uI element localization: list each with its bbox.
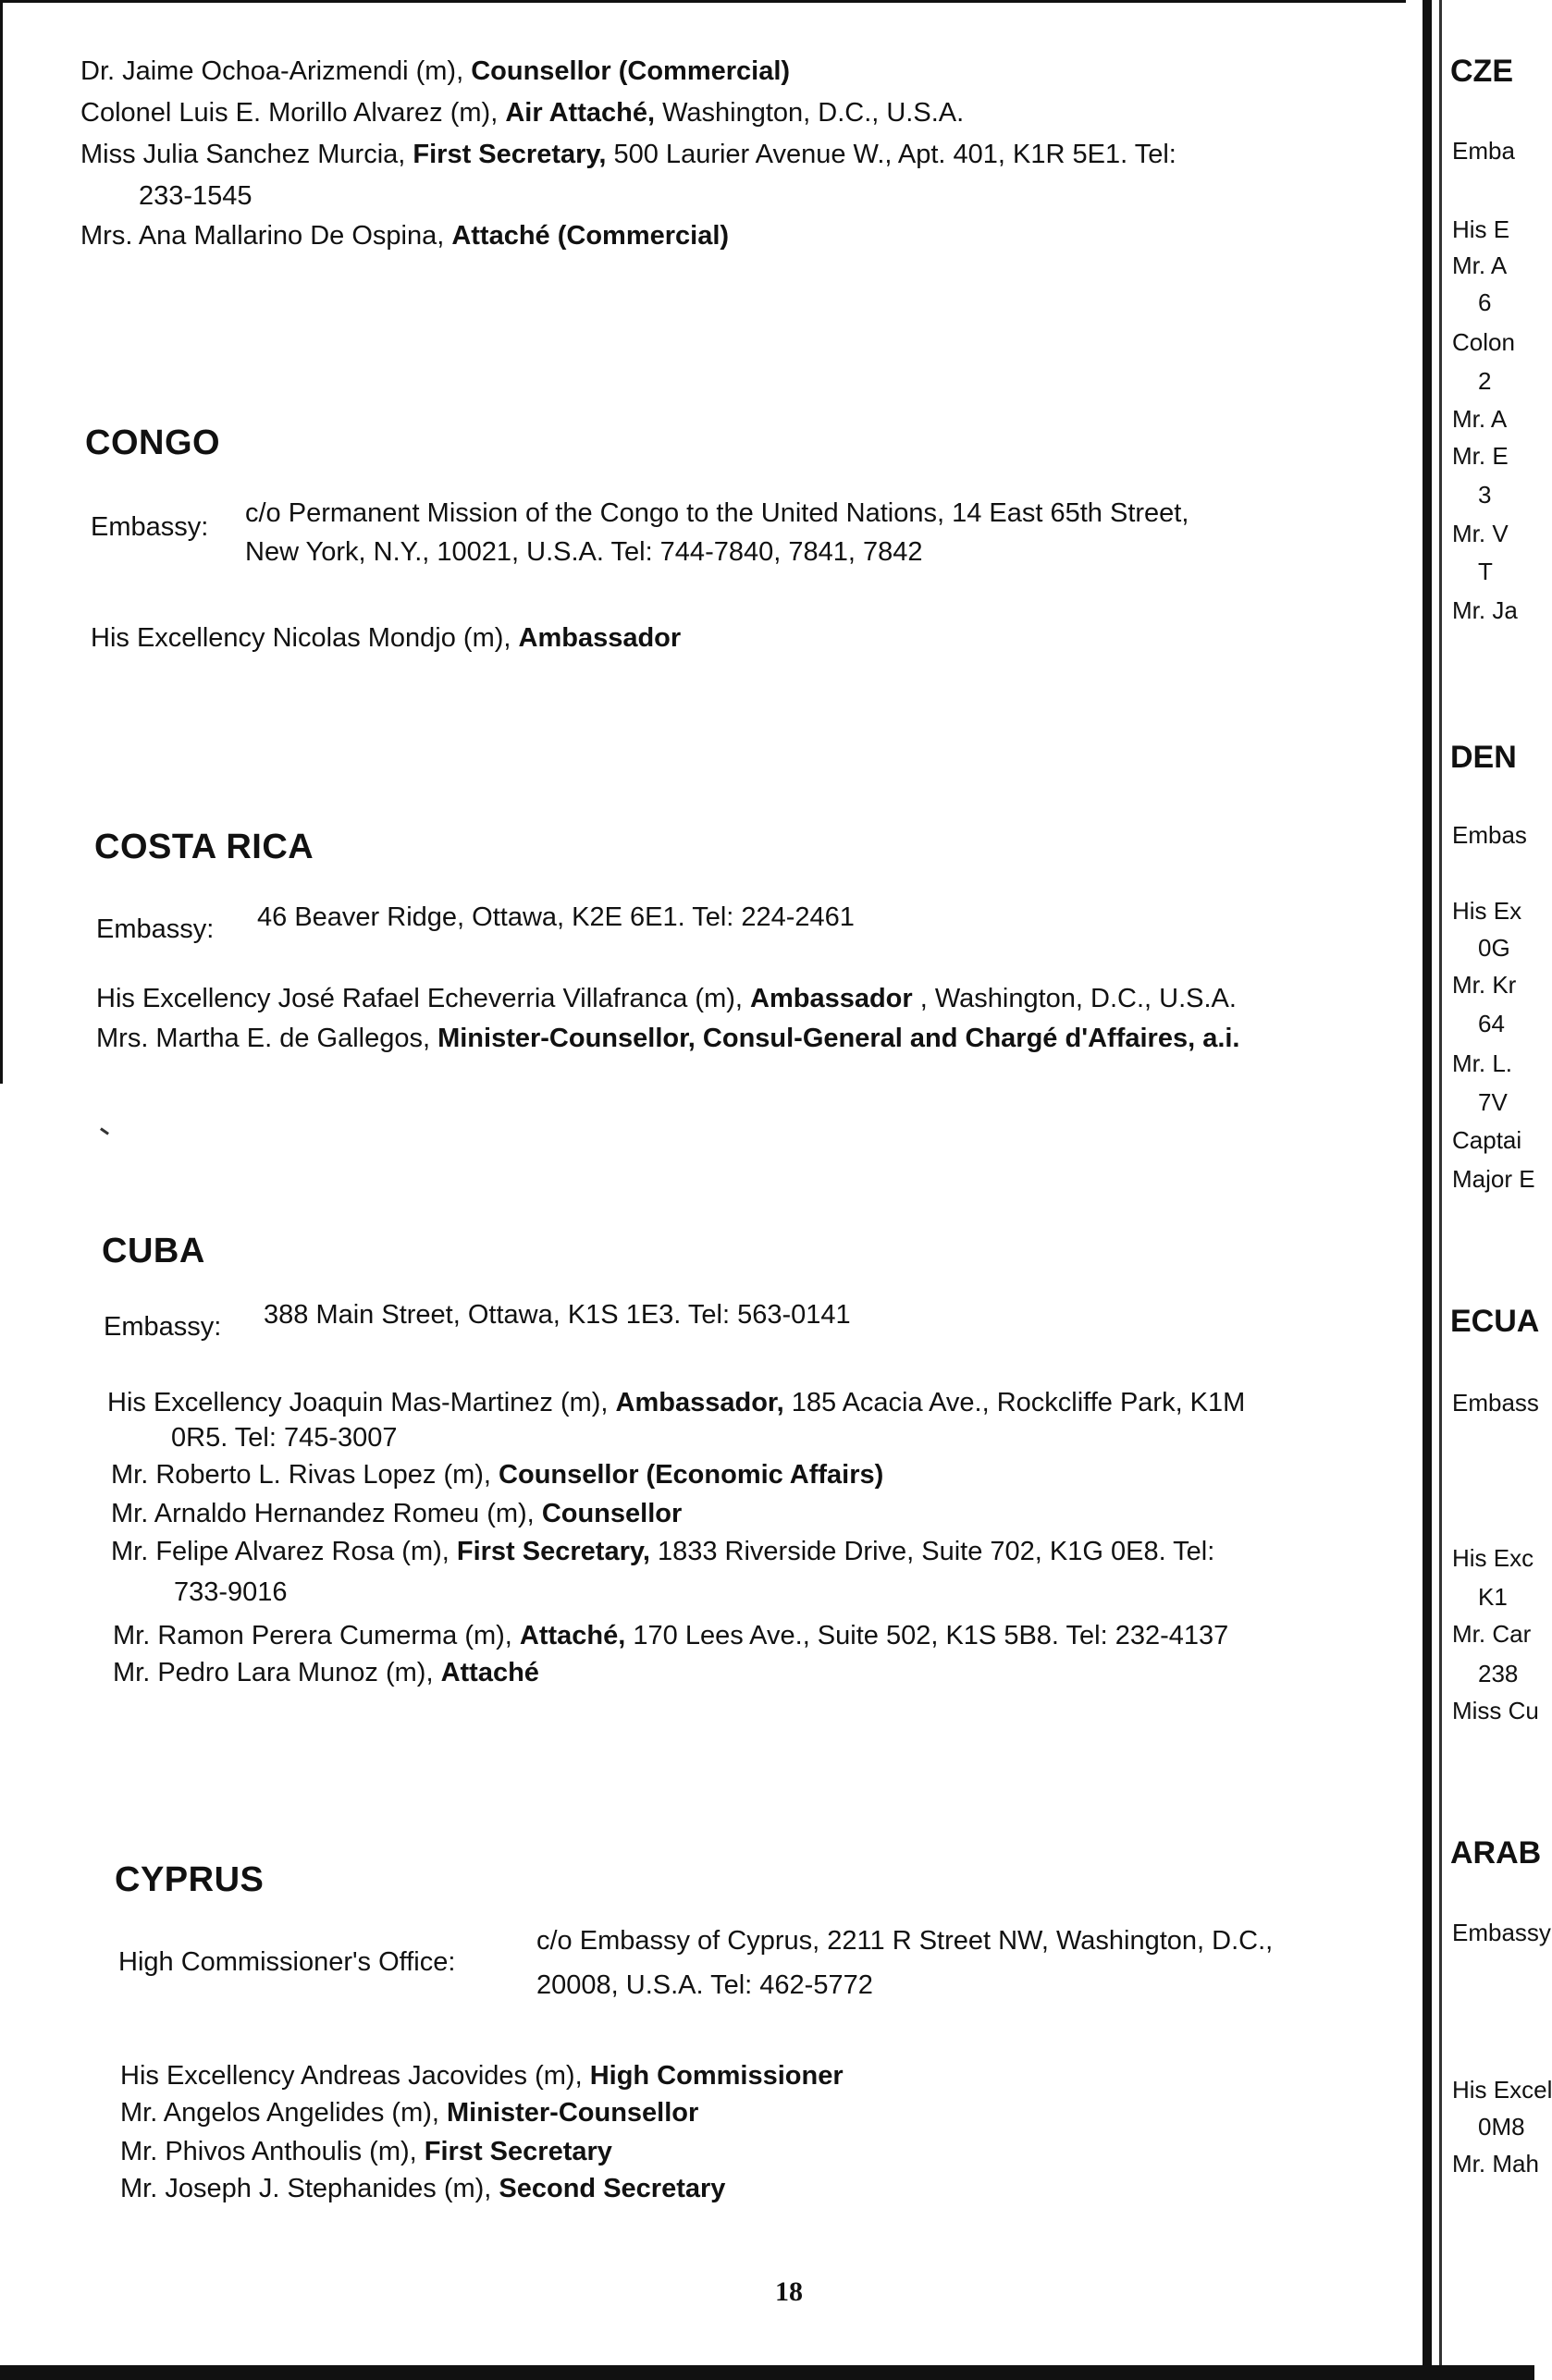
- facing-heading: ARAB: [1450, 1835, 1542, 1871]
- scan-border-top: [0, 0, 1406, 3]
- embassy-address: c/o Permanent Mission of the Congo to the United Nations, 14 East 65th Street,: [245, 498, 1189, 528]
- section-heading: CUBA: [102, 1232, 205, 1270]
- embassy-address: New York, N.Y., 10021, U.S.A. Tel: 744-7840, 7841, 7842: [245, 537, 923, 567]
- entry-line: His Excellency Joaquin Mas-Martinez (m), Ambassador, 185 Acacia Ave., Rockcliffe Park, K1M: [107, 1388, 1246, 1417]
- facing-text: Emba: [1452, 137, 1515, 165]
- facing-text: Mr. Car: [1452, 1620, 1532, 1648]
- entry-line: Mr. Felipe Alvarez Rosa (m), First Secretary, 1833 Riverside Drive, Suite 702, K1G 0E8. Tel:: [111, 1537, 1215, 1566]
- facing-text: Mr. Ja: [1452, 596, 1518, 624]
- embassy-label: Embassy:: [104, 1312, 222, 1342]
- entry-line: Miss Julia Sanchez Murcia, First Secretary, 500 Laurier Avenue W., Apt. 401, K1R 5E1. Tel:: [80, 140, 1176, 169]
- embassy-address: 46 Beaver Ridge, Ottawa, K2E 6E1. Tel: 224-2461: [257, 902, 855, 932]
- entry-line: Mr. Ramon Perera Cumerma (m), Attaché, 170 Lees Ave., Suite 502, K1S 5B8. Tel: 232-4137: [113, 1621, 1229, 1650]
- facing-text: Mr. V: [1452, 520, 1509, 547]
- facing-text: Mr. E: [1452, 442, 1509, 470]
- facing-heading: CZE: [1450, 54, 1513, 89]
- facing-heading: ECUA: [1450, 1304, 1540, 1339]
- facing-text: Mr. L.: [1452, 1049, 1513, 1077]
- entry-line: Mr. Roberto L. Rivas Lopez (m), Counsellor (Economic Affairs): [111, 1460, 884, 1490]
- book-spine-edge: [1439, 0, 1442, 2380]
- entry-line: His Excellency Nicolas Mondjo (m), Ambassador: [91, 623, 682, 653]
- entry-line: His Excellency Andreas Jacovides (m), High Commissioner: [120, 2061, 844, 2091]
- embassy-address: 388 Main Street, Ottawa, K1S 1E3. Tel: 563-0141: [264, 1300, 851, 1330]
- facing-text: 64: [1478, 1010, 1505, 1037]
- facing-text: Mr. Kr: [1452, 971, 1517, 999]
- office-address: c/o Embassy of Cyprus, 2211 R Street NW, Washington, D.C.,: [536, 1926, 1274, 1956]
- entry-line: Mrs. Ana Mallarino De Ospina, Attaché (Commercial): [80, 221, 730, 251]
- facing-text: Embassy: [1452, 1919, 1551, 1946]
- facing-text: K1: [1478, 1583, 1508, 1611]
- facing-text: Mr. A: [1452, 251, 1508, 279]
- facing-text: Captai: [1452, 1126, 1522, 1154]
- facing-text: His Ex: [1452, 897, 1522, 925]
- facing-page-fragment: [1443, 0, 1552, 2380]
- facing-text: Mr. Mah: [1452, 2150, 1539, 2178]
- office-label: High Commissioner's Office:: [118, 1947, 456, 1977]
- facing-text: Mr. A: [1452, 405, 1508, 433]
- entry-line: 233-1545: [139, 181, 253, 211]
- office-address: 20008, U.S.A. Tel: 462-5772: [536, 1970, 873, 2000]
- embassy-label: Embassy:: [91, 512, 209, 542]
- facing-text: Embas: [1452, 821, 1527, 849]
- facing-text: Embass: [1452, 1389, 1539, 1417]
- facing-text: 2: [1478, 367, 1492, 395]
- entry-line: 0R5. Tel: 745-3007: [171, 1423, 398, 1453]
- scan-mark: [100, 1127, 109, 1135]
- facing-heading: DEN: [1450, 740, 1517, 775]
- entry-line: 733-9016: [174, 1577, 288, 1607]
- scan-border-bottom: [0, 2365, 1534, 2380]
- facing-text: His E: [1452, 215, 1510, 243]
- facing-text: His Exc: [1452, 1544, 1534, 1572]
- entry-line: Colonel Luis E. Morillo Alvarez (m), Air Attaché, Washington, D.C., U.S.A.: [80, 98, 965, 128]
- embassy-label: Embassy:: [96, 914, 215, 944]
- page-number: 18: [775, 2276, 803, 2307]
- entry-line: Mr. Joseph J. Stephanides (m), Second Secretary: [120, 2174, 726, 2203]
- entry-line: Dr. Jaime Ochoa-Arizmendi (m), Counsellor (Commercial): [80, 56, 791, 86]
- facing-text: 0G: [1478, 934, 1510, 962]
- book-spine: [1423, 0, 1432, 2380]
- scan-border-left: [0, 0, 3, 1084]
- entry-line: Mr. Angelos Angelides (m), Minister-Counsellor: [120, 2098, 699, 2128]
- section-heading: CONGO: [85, 423, 221, 462]
- entry-line: Mr. Pedro Lara Munoz (m), Attaché: [113, 1658, 539, 1687]
- section-heading: COSTA RICA: [94, 828, 314, 866]
- facing-text: Major E: [1452, 1165, 1535, 1193]
- section-heading: CYPRUS: [115, 1860, 265, 1899]
- facing-text: 6: [1478, 288, 1492, 316]
- facing-text: 3: [1478, 481, 1492, 509]
- entry-line: Mrs. Martha E. de Gallegos, Minister-Counsellor, Consul-General and Chargé d'Affaires, a.i.: [96, 1024, 1240, 1053]
- facing-text: His Excel: [1452, 2076, 1552, 2104]
- facing-text: Miss Cu: [1452, 1697, 1539, 1724]
- facing-text: Colon: [1452, 328, 1515, 356]
- entry-line: Mr. Phivos Anthoulis (m), First Secretary: [120, 2137, 612, 2166]
- entry-line: Mr. Arnaldo Hernandez Romeu (m), Counsellor: [111, 1499, 683, 1528]
- facing-text: T: [1478, 558, 1493, 585]
- facing-text: 238: [1478, 1660, 1519, 1687]
- facing-text: 0M8: [1478, 2113, 1525, 2141]
- facing-text: 7V: [1478, 1088, 1508, 1116]
- entry-line: His Excellency José Rafael Echeverria Villafranca (m), Ambassador , Washington, D.C., U.S.A.: [96, 984, 1237, 1013]
